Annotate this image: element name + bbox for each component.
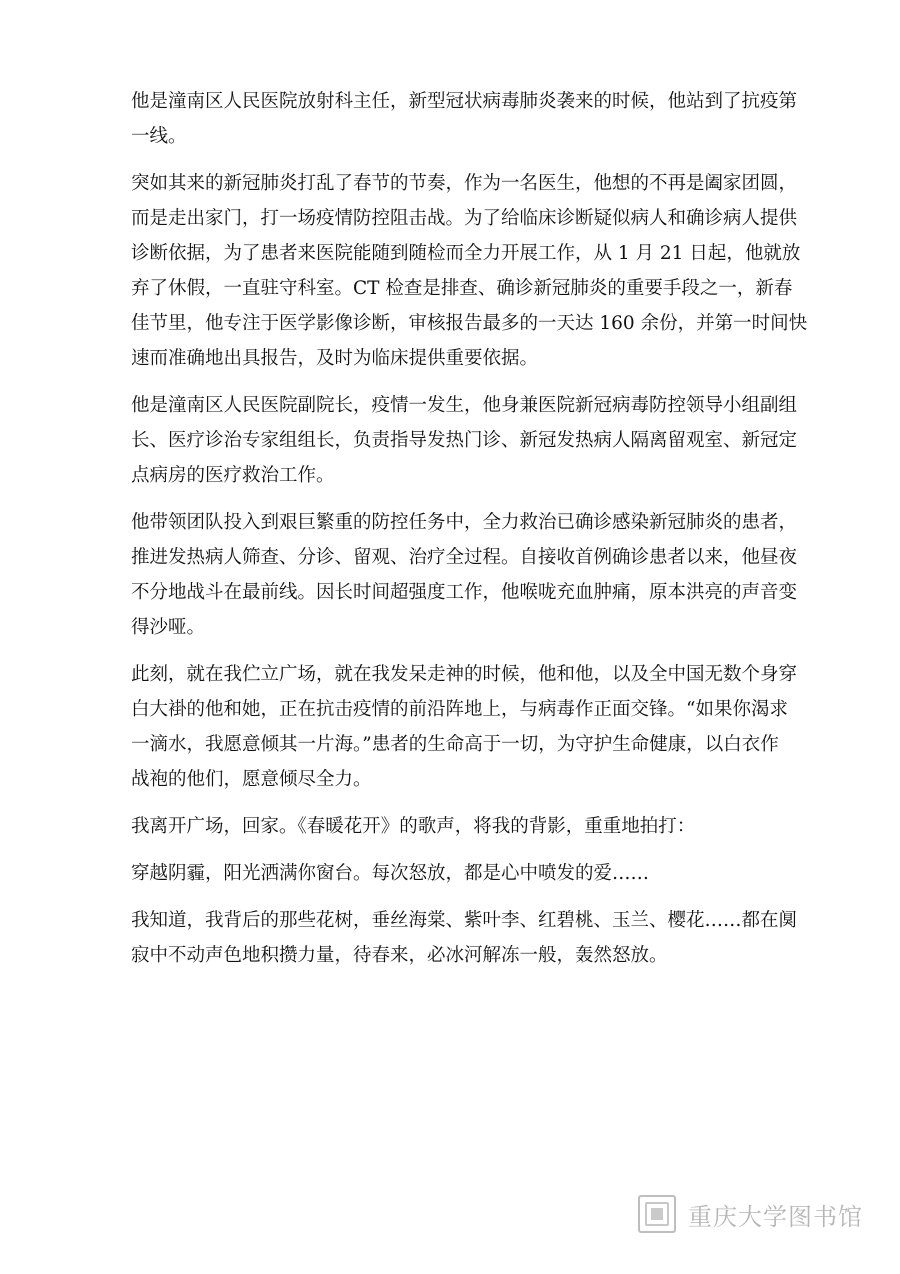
document-body (131, 84, 808, 985)
text-line: 长、医疗诊治专家组组长，负责指导发热门诊、新冠发热病人隔离留观室、新冠定 (131, 430, 798, 451)
text-line: 一滴水，我愿意倾其一片海。”患者的生命高于一切，为守护生命健康，以白衣作 (131, 734, 779, 755)
text-line: 弃了休假，一直驻守科室。CT 检查是排查、确诊新冠肺炎的重要手段之一，新春 (131, 278, 793, 299)
text-line: 穿越阴霾，阳光洒满你窗台。每次怒放，都是心中喷发的爱…… (131, 863, 650, 884)
text-line: 而是走出家门，打一场疫情防控阻击战。为了给临床诊断疑似病人和确诊病人提供 (131, 208, 798, 229)
paragraph (131, 84, 798, 154)
text-line: 速而准确地出具报告，及时为临床提供重要依据。 (131, 348, 539, 369)
text-line: 突如其来的新冠肺炎打乱了春节的节奏，作为一名医生，他想的不再是阖家团圆， (131, 173, 798, 194)
text-line: 推进发热病人筛查、分诊、留观、治疗全过程。自接收首例确诊患者以来，他昼夜 (131, 547, 798, 568)
text-line: 白大褂的他和她，正在抗击疫情的前沿阵地上，与病毒作正面交锋。“如果你渴求 (131, 699, 788, 720)
text-line: 此刻，就在我伫立广场，就在我发呆走神的时候，他和他，以及全中国无数个身穿 (131, 664, 798, 685)
paragraph (131, 657, 798, 797)
text-line: 我知道，我背后的那些花树，垂丝海棠、紫叶李、红碧桃、玉兰、樱花……都在阒 (131, 910, 798, 931)
text-line: 得沙哑。 (131, 617, 206, 638)
paragraph (131, 809, 773, 844)
watermark (638, 1190, 863, 1238)
watermark-text: 重庆大学图书馆 (688, 1202, 863, 1231)
paragraph (131, 388, 798, 493)
text-line: 不分地战斗在最前线。因长时间超强度工作，他喉咙充血肿痛，原本洪亮的声音变 (131, 582, 798, 603)
text-line: 佳节里，他专注于医学影像诊断，审核报告最多的一天达 160 余份，并第一时间快 (131, 313, 808, 334)
text-line: 他是潼南区人民医院副院长，疫情一发生，他身兼医院新冠病毒防控领导小组副组 (131, 395, 798, 416)
library-seal-icon (638, 1195, 676, 1233)
paragraph (131, 505, 798, 645)
text-line: 一线。 (131, 126, 187, 147)
text-line: 他是潼南区人民医院放射科主任，新型冠状病毒肺炎袭来的时候，他站到了抗疫第 (131, 91, 798, 112)
paragraph (131, 903, 798, 973)
paragraph (131, 856, 773, 891)
text-line: 点病房的医疗救治工作。 (131, 465, 335, 486)
text-line: 寂中不动声色地积攒力量，待春来，必冰河解冻一般，轰然怒放。 (131, 945, 668, 966)
text-line: 他带领团队投入到艰巨繁重的防控任务中，全力救治已确诊感染新冠肺炎的患者， (131, 512, 798, 533)
paragraph (131, 166, 808, 376)
text-line: 我离开广场，回家。《春暖花开》的歌声，将我的背影，重重地拍打： (131, 816, 696, 837)
text-line: 战袍的他们，愿意倾尽全力。 (131, 769, 372, 790)
text-line: 诊断依据，为了患者来医院能随到随检而全力开展工作，从 1 月 21 日起，他就放 (131, 243, 801, 264)
